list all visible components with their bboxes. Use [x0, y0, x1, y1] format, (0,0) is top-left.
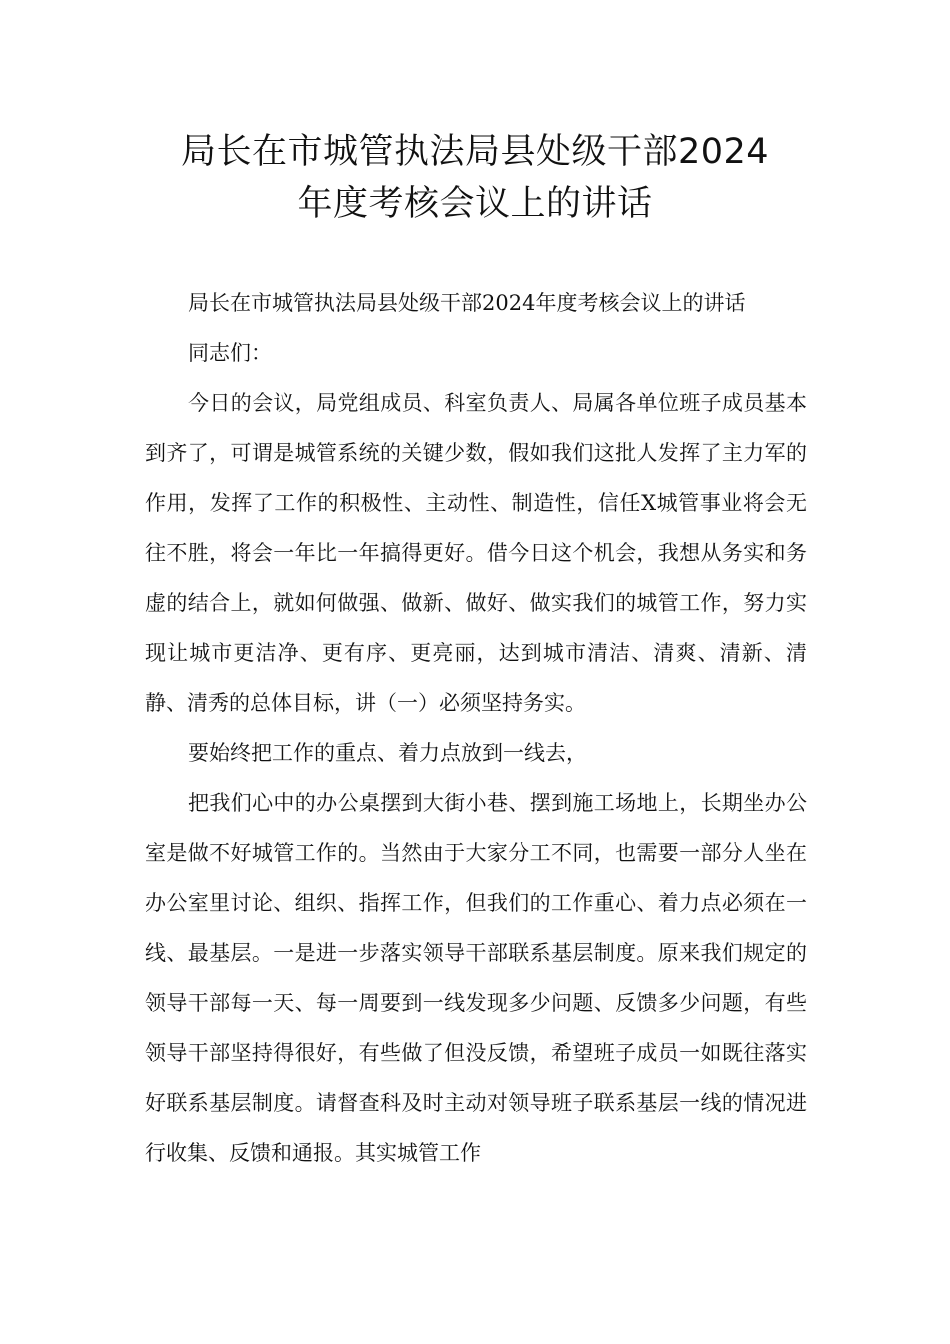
body-paragraph: 今日的会议，局党组成员、科室负责人、局属各单位班子成员基本到齐了，可谓是城管系统的关键少数，假如我们这批人发挥了主力军的作用，发挥了工作的积极性、主动性、制造性，信任X城管事业将会无往不胜，将会一年比一年搞得更好。借今日这个机会，我想从务实和务虚的结合上，就如何做强、做新、做好、做实我们的城管工作，努力实现让城市更洁净、更有序、更亮丽，达到城市清洁、清爽、清新、清静、清秀的总体目标，讲（一）必须坚持务实。 — [145, 391, 807, 715]
document-body — [145, 278, 807, 1178]
title-line-1: 局长在市城管执法局县处级干部2024 — [180, 132, 770, 172]
body-paragraph: 把我们心中的办公桌摆到大街小巷、摆到施工场地上，长期坐办公室是做不好城管工作的。当然由于大家分工不同，也需要一部分人坐在办公室里讨论、组织、指挥工作，但我们的工作重心、着力点必须在一线、最基层。一是进一步落实领导干部联系基层制度。原来我们规定的领导干部每一天、每一周要到一线发现多少问题、反馈多少问题，有些领导干部坚持得很好，有些做了但没反馈，希望班子成员一如既往落实好联系基层制度。请督查科及时主动对领导班子联系基层一线的情况进行收集、反馈和通报。其实城管工作 — [145, 791, 807, 1165]
body-paragraph: 要始终把工作的重点、着力点放到一线去， — [188, 741, 587, 765]
greeting-paragraph: 同志们： — [188, 341, 272, 365]
document-title — [120, 126, 830, 230]
title-line-2: 年度考核会议上的讲话 — [297, 184, 653, 224]
subtitle-paragraph: 局长在市城管执法局县处级干部2024年度考核会议上的讲话 — [188, 291, 746, 315]
